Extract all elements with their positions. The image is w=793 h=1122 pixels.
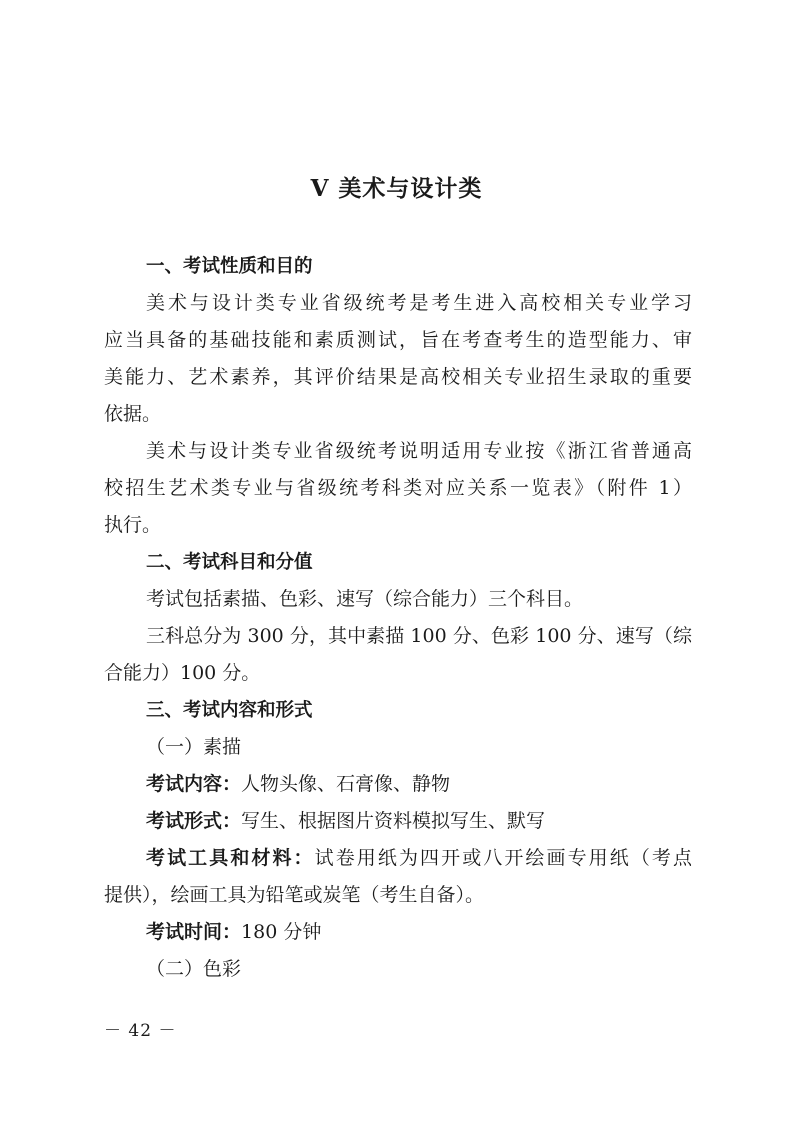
- page-title: Ⅴ 美术与设计类: [310, 175, 483, 202]
- exam-tools-label: 考试工具和材料：: [146, 847, 315, 869]
- exam-tools-value: 试卷用纸为四开或八开绘画专用纸（考点: [314, 847, 692, 869]
- subsection-heading-color: （二）色彩: [146, 958, 242, 980]
- exam-content-label: 考试内容：: [146, 773, 242, 795]
- exam-content-line: [104, 766, 692, 803]
- paragraph-line: 执行。: [104, 514, 162, 536]
- paragraph-line: 美能力、艺术素养，其评价结果是高校相关专业招生录取的重要: [104, 366, 692, 388]
- exam-form-label: 考试形式：: [146, 810, 242, 832]
- exam-form-value: 写生、根据图片资料模拟写生、默写: [241, 810, 546, 832]
- paragraph-line: 考试包括素描、色彩、速写（综合能力）三个科目。: [146, 588, 584, 610]
- section-heading-content-form: 三、考试内容和形式: [146, 700, 313, 721]
- section-heading-subjects-scores: 二、考试科目和分值: [146, 552, 313, 573]
- exam-content-value: 人物头像、石膏像、静物: [241, 773, 451, 795]
- exam-tools-line: [104, 840, 692, 877]
- paragraph-line: 美术与设计类专业省级统考说明适用专业按《浙江省普通高: [146, 440, 692, 462]
- paragraph-line: 美术与设计类专业省级统考是考生进入高校相关专业学习: [146, 292, 692, 314]
- exam-time-line: [104, 914, 692, 951]
- exam-time-label: 考试时间：: [146, 921, 242, 943]
- paragraph-line: 合能力）100 分。: [104, 662, 261, 684]
- paragraph-line: 校招生艺术类专业与省级统考科类对应关系一览表》（附件 1）: [104, 477, 692, 499]
- paragraph-line: 依据。: [104, 403, 162, 425]
- subsection-heading-sketch: （一）素描: [146, 736, 242, 758]
- paragraph-line: 应当具备的基础技能和素质测试，旨在考查考生的造型能力、审: [104, 329, 692, 351]
- exam-form-line: [104, 803, 692, 840]
- section-heading-nature-purpose: 一、考试性质和目的: [146, 256, 313, 277]
- page-number: － 42 －: [104, 1021, 177, 1041]
- document-body: [104, 248, 692, 988]
- paragraph-line: 提供），绘画工具为铅笔或炭笔（考生自备）。: [104, 884, 485, 906]
- exam-time-value: 180 分钟: [241, 921, 322, 943]
- paragraph-line: 三科总分为 300 分，其中素描 100 分、色彩 100 分、速写（综: [146, 625, 692, 647]
